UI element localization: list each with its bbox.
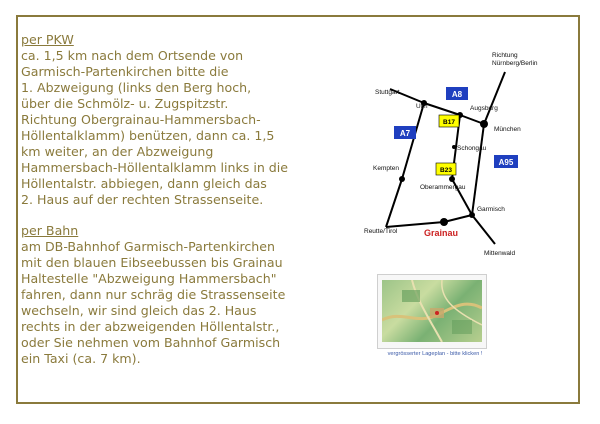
label-garmisch: Garmisch	[477, 206, 505, 213]
svg-text:A8: A8	[451, 90, 463, 99]
label-grainau: Grainau	[424, 228, 459, 238]
label-stuttgart: Stuttgart	[375, 89, 400, 96]
a7-sign	[394, 126, 416, 139]
bahn-heading: per Bahn	[21, 223, 79, 238]
label-augsburg: Augsburg	[470, 105, 498, 112]
svg-text:A7: A7	[399, 129, 411, 138]
directions-text	[21, 32, 321, 367]
label-oberammergau: Oberammergau	[420, 184, 466, 191]
label-mittenwald: Mittenwald	[484, 250, 516, 257]
pkw-heading: per PKW	[21, 32, 74, 47]
b23-sign	[436, 163, 456, 175]
thumbnail-caption[interactable]: vergrösserter Lageplan - bitte klicken !	[387, 351, 483, 357]
route-map	[360, 37, 560, 259]
label-nuernberg: Nürnberg/Berlin	[492, 60, 538, 67]
label-muenchen: München	[494, 126, 521, 133]
svg-text:B17: B17	[443, 119, 455, 126]
label-richtung: Richtung	[492, 52, 518, 59]
content-frame	[16, 15, 580, 404]
bahn-directions: am DB-Bahnhof Garmisch-Partenkirchen mit den blauen Eibseebussen bis Grainau Haltestelle "Abzweigung Hammersbach" fahren, dann nur schräg die Strassenseite wechseln, wir sind gleich das 2. Haus rechts in der abzweigenden Höllentalstr., oder Sie nehmen vom Bahnhof Garmisch ein Taxi (ca. 7 km).	[21, 239, 286, 366]
a95-sign	[494, 155, 518, 168]
svg-text:B23: B23	[440, 167, 452, 174]
label-kempten: Kempten	[373, 165, 400, 172]
map-thumbnail-image[interactable]	[382, 280, 482, 342]
label-ulm: Ulm	[416, 103, 428, 110]
b17-sign	[439, 115, 459, 127]
label-reutte: Reutte/Tirol	[364, 228, 398, 235]
pkw-directions: ca. 1,5 km nach dem Ortsende von Garmisch-Partenkirchen bitte die 1. Abzweigung (links den Berg hoch, über die Schmölz- u. Zugspitzstr. Richtung Obergrainau-Hammersbach- Höllentalklamm) benützen, dann ca. 1,5 km weiter, an der Abzweigung Hammersbach-Höllentalklamm links in die Höllentalstr. abbiegen, dann gleich das 2. Haus auf der rechten Strassenseite.	[21, 48, 289, 207]
label-schongau: Schongau	[457, 145, 487, 152]
a8-sign	[446, 87, 468, 100]
map-thumbnail-link[interactable]	[377, 274, 487, 349]
svg-text:A95: A95	[498, 158, 514, 167]
